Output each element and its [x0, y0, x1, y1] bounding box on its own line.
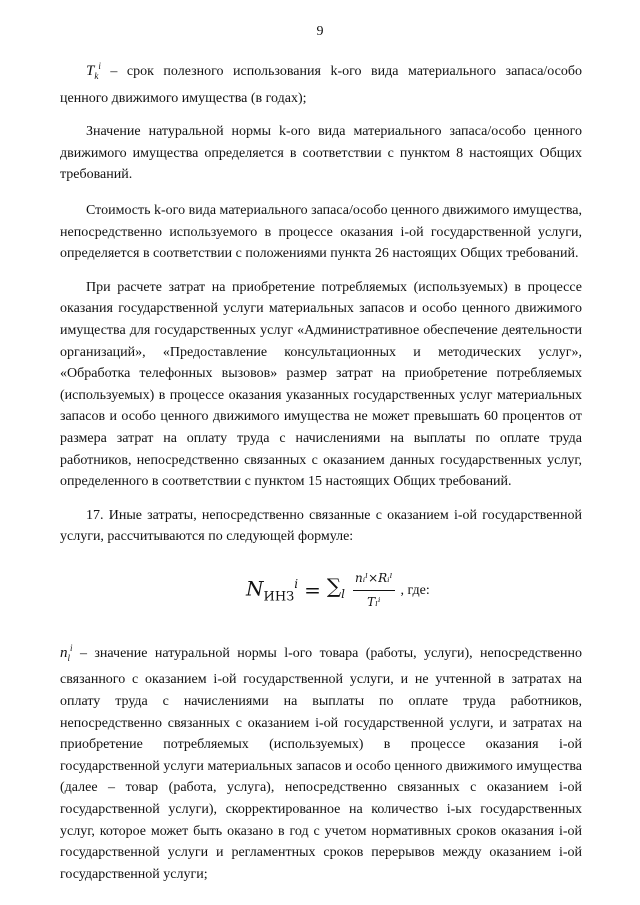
formula-sum: $\sum_l$	[326, 574, 346, 602]
formula-fraction	[353, 568, 394, 614]
paragraph-text: – срок полезного использования k-ого вида материального запаса/особо ценного движимого имущества (в годах);	[60, 64, 582, 106]
definition-text: – значение натуральной нормы l-ого товара (работы, услуги), непосредственно связанного с оказанием i-ой государственной услуги, и не учтенной в затратах на оплату труда с начислениями на выплаты по оплате труда работников, непосредственно связанных с оказанием i-ой государственной услуги, и затратах на приобретение потребляемых (используемых) в процессе оказания i-ой государственной услуги материальных запасов и особо ценного движимого имущества (далее – товар (работа, услуга), непосредственно связанных с оказанием i-ой государственной услуги), скорректированное на количество i-ых государственных услуг, которое может быть оказано в год с учетом нормативных сроков оказания i-ой государственной услуги и регламентных сроков перерывов между оказанием i-ой государственной услуги;	[60, 645, 582, 882]
paragraph-cost: Стоимость k-ого вида материального запаса/особо ценного движимого имущества, непосредственно используемого в процессе оказания i-ой государственной услуги, определяется в соответствии с положениями пункта 26 настоящих Общих требований.	[60, 202, 582, 262]
formula-denominator: Tₗⁱ	[367, 595, 381, 610]
paragraph-term-definition	[60, 56, 582, 109]
formula-numerator: nᵢˡ×Rᵢˡ	[353, 568, 394, 592]
paragraph-cost-limit: При расчете затрат на приобретение потребляемых (используемых) в процессе оказания государственной услуги материальных запасов и особо ценного движимого имущества для государственных услуг «Административное обеспечение деятельности организаций», «Предоставление консультационных и методических услуг», «Обработка телефонных вызовов» размер затрат на приобретение потребляемых (используемых) в процессе оказания указанных государственных услуг материальных запасов и особо ценного движимого имущества не может превышать 60 процентов от размера затрат на оплату труда с начислениями на выплаты по оплате труда работников, непосредственно связанных с оказанием данных государственных услуг, определенного в соответствии с пунктом 15 настоящих Общих требований.	[60, 279, 582, 490]
symbol-n: $n_l^i$	[60, 642, 73, 663]
symbol-T: $T_k^i$	[86, 61, 101, 81]
paragraph-norm-value: Значение натуральной нормы k-ого вида материального запаса/особо ценного движимого имущества определяется в соответствии с пунктом 8 настоящих Общих требований.	[60, 124, 582, 183]
paragraph-n-definition	[60, 638, 582, 886]
formula-block	[60, 568, 582, 624]
page-number: 9	[316, 24, 324, 39]
formula-where: , где:	[400, 583, 430, 599]
formula	[246, 568, 430, 614]
formula-lhs: $N_{ИНЗ}^i$	[246, 576, 299, 605]
paragraph-section-17: 17. Иные затраты, непосредственно связанные с оказанием i-ой государственной услуги, рассчитываются по следующей формуле:	[60, 507, 582, 545]
formula-equals: =	[304, 578, 321, 603]
document-body	[60, 56, 582, 885]
